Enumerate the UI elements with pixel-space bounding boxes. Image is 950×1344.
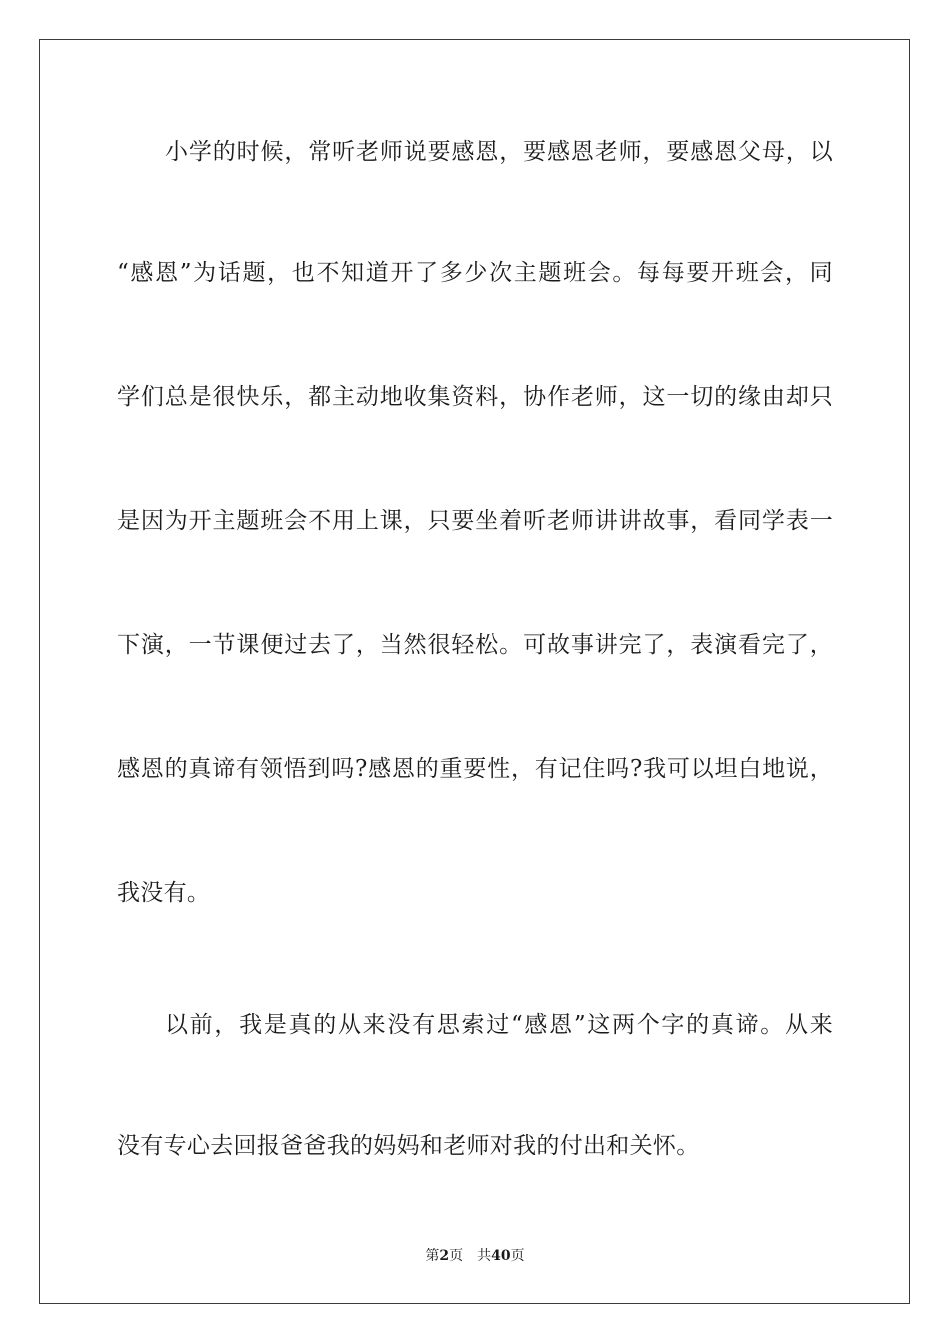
page-prefix: 第 xyxy=(425,1248,440,1264)
text-line: 学们总是很快乐，都主动地收集资料，协作老师，这一切的缘由却只 xyxy=(117,384,833,410)
page-footer xyxy=(0,1246,950,1266)
page-suffix: 页 xyxy=(449,1248,464,1264)
total-prefix: 共 xyxy=(477,1248,492,1264)
page-border xyxy=(39,39,910,1304)
text-line: 小学的时候，常听老师说要感恩，要感恩老师，要感恩父母，以 xyxy=(165,139,833,165)
text-line: 没有专心去回报爸爸我的妈妈和老师对我的付出和关怀。 xyxy=(117,1133,700,1159)
text-line: 我没有。 xyxy=(117,880,211,906)
text-line: “感恩”为话题，也不知道开了多少次主题班会。每每要开班会，同 xyxy=(117,260,833,286)
text-line: 以前，我是真的从来没有思索过“感恩”这两个字的真谛。从来 xyxy=(165,1012,833,1038)
page-number: 2 xyxy=(439,1248,450,1264)
total-pages: 40 xyxy=(491,1248,511,1264)
total-suffix: 页 xyxy=(510,1248,525,1264)
text-line: 是因为开主题班会不用上课，只要坐着听老师讲讲故事，看同学表一 xyxy=(117,508,833,534)
text-line: 感恩的真谛有领悟到吗?感恩的重要性，有记住吗?我可以坦白地说， xyxy=(117,756,833,782)
text-line: 下演，一节课便过去了，当然很轻松。可故事讲完了，表演看完了， xyxy=(117,632,833,658)
